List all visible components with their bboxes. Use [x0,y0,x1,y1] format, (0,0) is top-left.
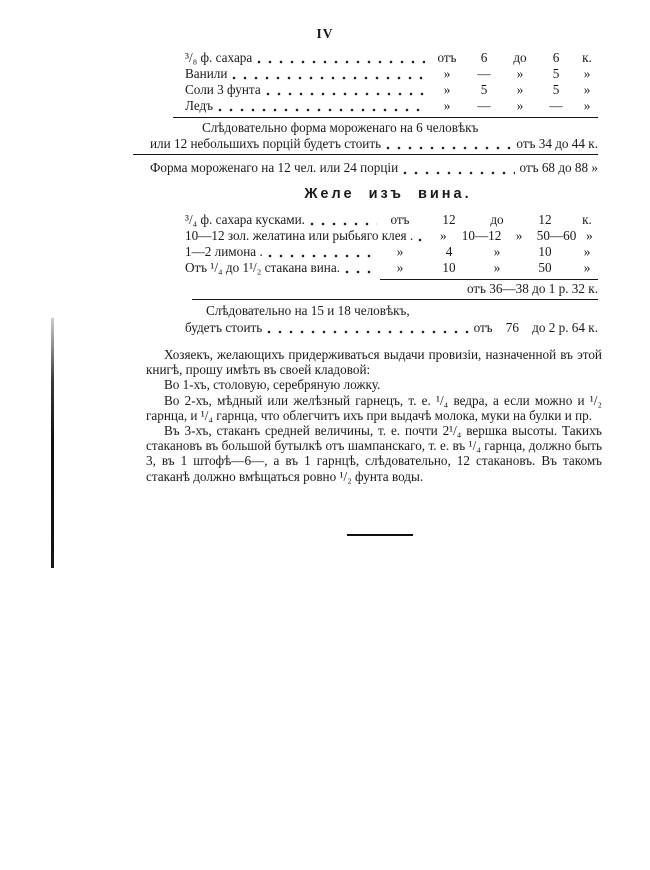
summary-text: будетъ стоить [185,320,263,335]
ingredient-table-2 [178,212,598,336]
summary-price: отъ 76 до 2 р. 64 к. [473,320,598,335]
price-to-value: 12 [538,212,552,227]
price-unit: » [583,82,591,97]
ingredient-label: ³/₈ ф. сахара [185,50,253,65]
dot-leader [310,214,377,227]
total-line [150,157,598,177]
section-heading: Желе изъ вина. [304,186,472,202]
dot-leader [257,52,425,65]
summary-line: Слѣдовательно на 15 и 18 человѣкъ, [206,303,410,318]
paragraph: Во 1-хъ, столовую, серебряную ложку. [164,377,381,393]
price-from-word: » [443,98,451,113]
dot-leader [218,100,425,113]
ingredient-label: Ледъ [185,98,214,113]
price-to-word: » [493,244,501,259]
price-unit: к. [582,212,592,227]
table-row [178,66,598,82]
price-to-value: 5 [552,82,560,97]
dot-leader [345,262,377,275]
price-unit: к. [582,50,592,65]
price-to-word: до [513,50,527,65]
dot-leader [267,322,468,335]
price-to-value: — [549,98,563,113]
price-from-value: 12 [442,212,456,227]
table-row [178,98,598,114]
price-to-word: до [490,212,504,227]
price-from-value: 6 [480,50,488,65]
page-number: IV [316,26,334,41]
paragraph: Хозяекъ, желающихъ придерживаться выдачи провизіи, назначенной въ этой книгѣ, прошу имѣть въ своей кладовой: [146,347,602,378]
table-rule [173,117,598,118]
ingredient-label: Соли 3 фунта [185,82,261,97]
ingredient-label: Ванили [185,66,228,81]
table-rule [192,299,598,300]
table-row [178,244,598,260]
price-from-word: отъ [390,212,410,227]
price-to-value: 50 [538,260,552,275]
section-end-divider [347,534,413,536]
dot-leader [386,138,511,151]
total-label: Форма мороженаго на 12 чел. или 24 порціи [150,160,399,175]
price-from-value: 4 [445,244,453,259]
price-from-word: » [443,66,451,81]
text-block [150,50,598,336]
table-row [178,82,598,98]
scan-artifact-line [51,318,54,568]
price-from-value: 10—12 [461,228,502,243]
price-from-value: — [477,66,491,81]
dot-leader [268,246,377,259]
table-row [178,212,598,228]
dot-leader [232,68,425,81]
price-column-rule [380,279,598,280]
price-from-value: 10 [442,260,456,275]
summary-line [150,136,598,152]
price-from-word: » [439,228,447,243]
price-unit: » [583,66,591,81]
table-row [178,260,598,276]
paragraph: Во 2-хъ, мѣдный или желѣзный гарнецъ, т. е. ¹/₄ ведра, а если можно и ¹/₂ гарнца, и ¹/₄ гарнца, что облегчитъ ихъ при выдачѣ молока, муки на булки и пр. [146,392,602,423]
price-to-word: » [515,228,523,243]
summary-line [178,319,598,336]
price-to-value: 6 [552,50,560,65]
price-to-word: » [516,66,524,81]
ingredient-label: ³/₄ ф. сахара кусками. [185,212,305,227]
price-from-value: — [477,98,491,113]
summary-line: Слѣдовательно форма мороженаго на 6 человѣкъ [202,120,479,135]
subtotal-line: отъ 36—38 до 1 р. 32 к. [466,281,598,296]
price-to-value: 50—60 [536,228,577,243]
dot-leader [403,163,514,176]
price-unit: » [583,260,591,275]
price-from-value: 5 [480,82,488,97]
price-from-word: отъ [437,50,457,65]
price-from-word: » [396,260,404,275]
total-price: отъ 68 до 88 » [519,160,598,175]
paragraph: Въ 3-хъ, стаканъ средней величины, т. е. почти 2¹/₄ вершка высоты. Такихъ стакановъ въ большой бутылкѣ отъ шампанскаго, т. е. въ ¹/₄ гарнца, должно быть 3, въ 1 штофѣ—6—, а въ 1 гарнцѣ, слѣдовательно, 12 стакановъ. Въ такомъ стаканѣ должно вмѣщаться ровно ¹/₂ фунта воды. [146,423,602,484]
ingredient-label: Отъ ¹/₄ до 1¹/₂ стакана вина. [185,260,341,275]
price-to-value: 10 [538,244,552,259]
ingredient-label: 1—2 лимона . [185,244,263,259]
price-to-value: 5 [552,66,560,81]
price-to-word: » [516,82,524,97]
price-unit: » [583,98,591,113]
price-from-word: » [443,82,451,97]
table-row [178,228,598,244]
table-rule [133,154,598,155]
price-to-word: » [516,98,524,113]
ingredient-label: 10—12 зол. желатина или рыбьяго клея . [185,228,414,243]
summary-price: отъ 34 до 44 к. [516,136,598,151]
dot-leader [266,84,425,97]
summary-text: или 12 небольшихъ порцій будетъ стоить [150,136,382,151]
price-unit: » [583,244,591,259]
body-text [146,347,602,484]
price-unit: » [586,228,593,243]
price-from-word: » [396,244,404,259]
price-to-word: » [493,260,501,275]
dot-leader [418,230,424,243]
table-row [178,50,598,66]
ingredient-table-1 [150,50,598,177]
